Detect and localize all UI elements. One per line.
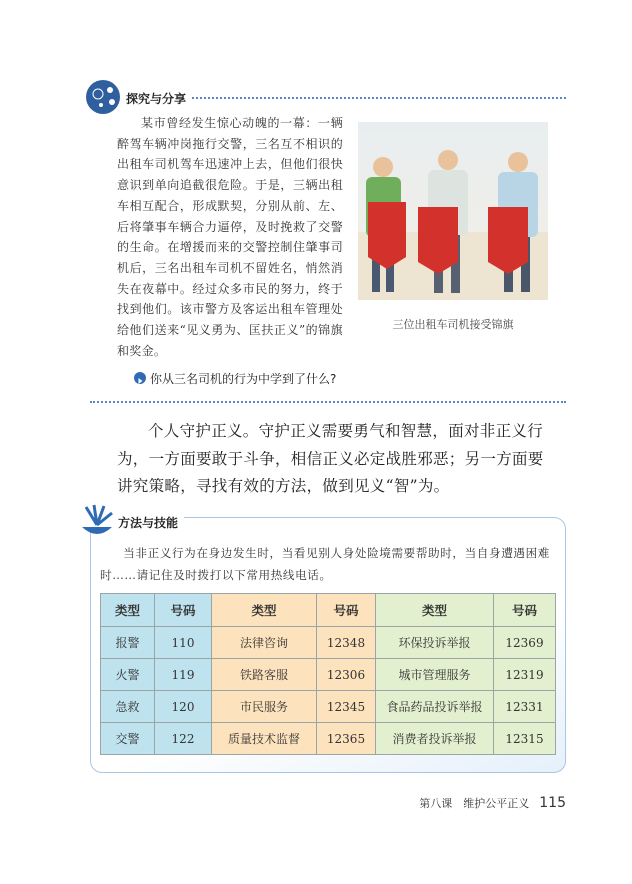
divider — [192, 97, 566, 99]
explore-title: 探究与分享 — [126, 92, 187, 106]
header-cell: 号码 — [155, 594, 212, 627]
table-cell: 12348 — [317, 627, 376, 659]
hotline-table — [100, 593, 556, 755]
table-cell: 12306 — [317, 659, 376, 691]
explore-icon — [86, 80, 120, 114]
method-icon — [80, 503, 114, 537]
table-cell: 12331 — [494, 691, 556, 723]
content-flow — [0, 113, 632, 501]
table-cell: 12319 — [494, 659, 556, 691]
table-row — [101, 659, 556, 691]
table-cell: 急救 — [101, 691, 155, 723]
method-title: 方法与技能 — [118, 516, 179, 530]
table-row — [101, 691, 556, 723]
header-cell: 号码 — [317, 594, 376, 627]
header-cell: 号码 — [494, 594, 556, 627]
table-cell: 122 — [155, 723, 212, 755]
main-text: 个人守护正义。守护正义需要勇气和智慧，面对非正义行为，一方面要敢于斗争，相信正义必定战胜邪恶；另一方面要讲究策略，寻找有效的方法，做到见义“智”为。 — [117, 422, 544, 496]
table-row — [101, 723, 556, 755]
table-cell: 119 — [155, 659, 212, 691]
question-bullet-icon — [134, 372, 146, 384]
table-cell: 报警 — [101, 627, 155, 659]
page-number: 115 — [539, 795, 566, 811]
method-intro: 当非正义行为在身边发生时，当看见别人身处险境需要帮助时，当自身遭遇困难时……请记住及时拨打以下常用热线电话。 — [100, 546, 550, 582]
table-cell: 12365 — [317, 723, 376, 755]
table-cell: 市民服务 — [212, 691, 317, 723]
explore-question: 你从三名司机的行为中学到了什么? — [150, 371, 337, 386]
explore-paragraph: 某市曾经发生惊心动魄的一幕：一辆醉驾车辆冲岗拖行交警，三名互不相识的出租车司机驾车迅速冲上去，但他们很快意识到单向追截很危险。于是，三辆出租车相互配合，形成默契，分别从前、左、后将肇事车辆合力逼停，及时挽救了交警的生命。在增援而来的交警控制住肇事司机后，三名出租车司机不留姓名，悄然消失在夜幕中。经过众多市民的努力，终于找到他们。该市警方及客运出租车管理处给他们送来“见义勇为、匡扶正义”的锦旗和奖金。 — [117, 116, 343, 358]
header-cell: 类型 — [376, 594, 494, 627]
table-cell: 消费者投诉举报 — [376, 723, 494, 755]
table-header-row — [101, 594, 556, 627]
header-cell: 类型 — [101, 594, 155, 627]
table-cell: 质量技术监督 — [212, 723, 317, 755]
divider — [90, 401, 566, 403]
table-cell: 火警 — [101, 659, 155, 691]
explore-question-row — [134, 369, 632, 387]
table-cell: 120 — [155, 691, 212, 723]
header-cell: 类型 — [212, 594, 317, 627]
table-cell: 食品药品投诉举报 — [376, 691, 494, 723]
table-cell: 12345 — [317, 691, 376, 723]
footer-lesson: 第八课 维护公平正义 — [419, 797, 530, 810]
table-cell: 环保投诉举报 — [376, 627, 494, 659]
table-cell: 12315 — [494, 723, 556, 755]
table-cell: 铁路客服 — [212, 659, 317, 691]
table-cell: 12369 — [494, 627, 556, 659]
table-cell: 城市管理服务 — [376, 659, 494, 691]
image-caption: 三位出租车司机接受锦旗 — [392, 318, 514, 331]
table-cell: 110 — [155, 627, 212, 659]
table-cell: 法律咨询 — [212, 627, 317, 659]
footer — [419, 795, 566, 811]
table-cell: 交警 — [101, 723, 155, 755]
table-row — [101, 627, 556, 659]
